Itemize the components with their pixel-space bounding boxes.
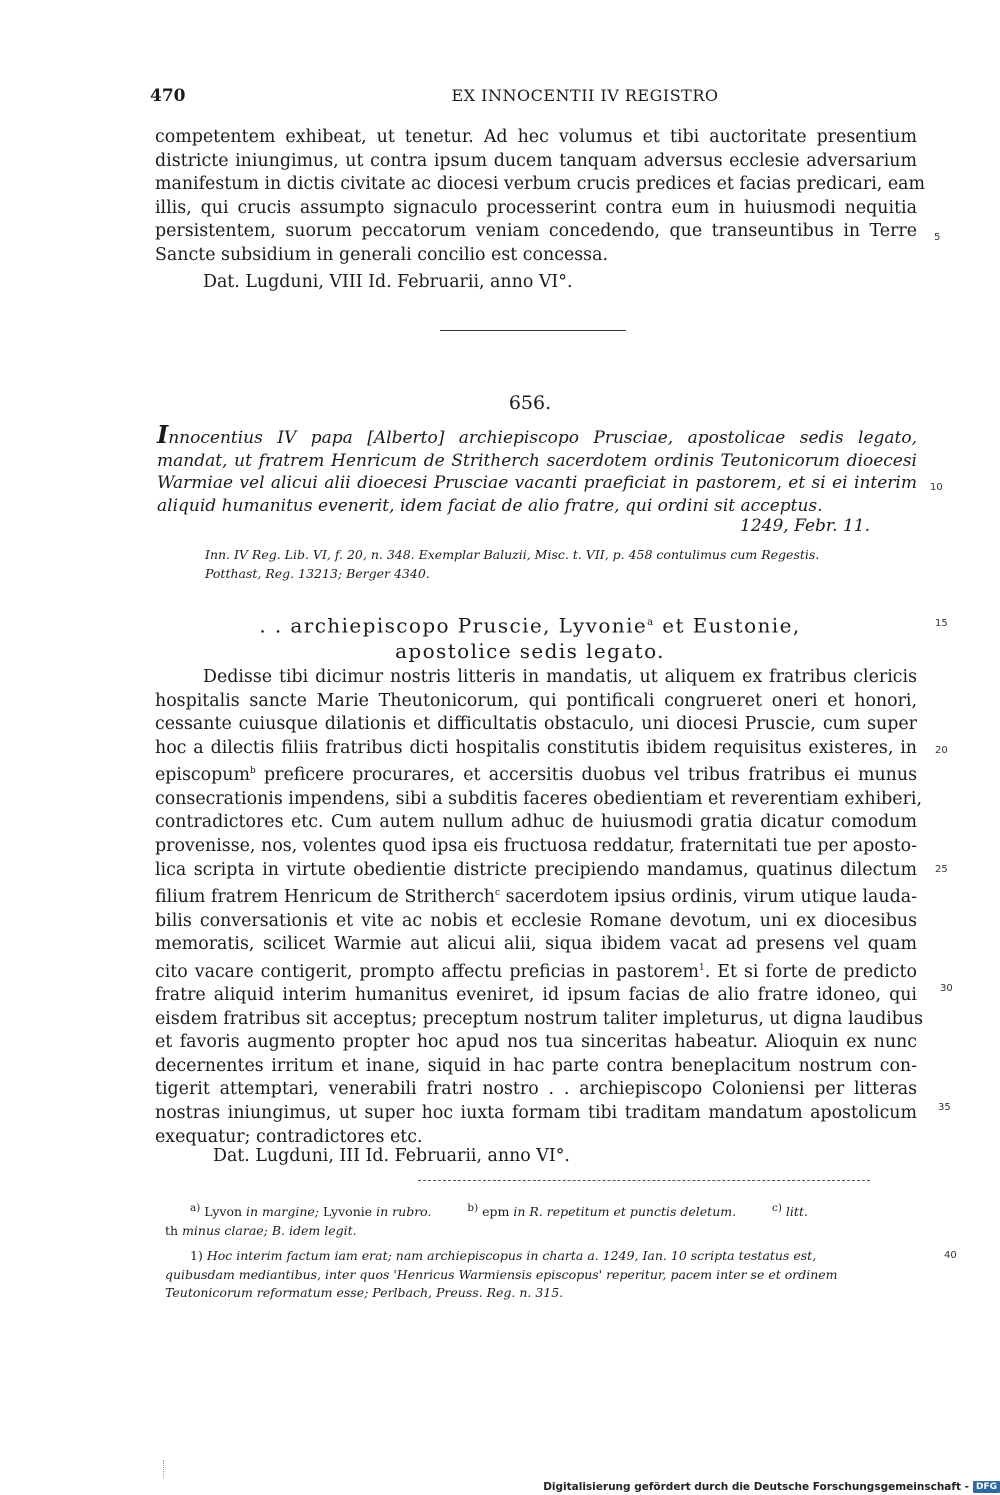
footnote-ref: c [494,888,501,899]
footnote-text: Hoc interim factum iam erat; nam archiepiscopus in charta a. 1249, Ian. 10 scripta testatus est, [206,1248,817,1263]
text-line: hospitalis sancte Marie Theutonicorum, qui pontificali congrueret oneri et honori, [155,690,917,711]
footnote-text: Lyvonie [322,1204,373,1220]
regest-line: aliquid humanitus evenerit, idem faciat de alio fratre, qui ordini sit acceptus. [157,495,823,516]
footnote-text: minus clarae; B. idem legit. [182,1222,357,1238]
document-date: 1249, Febr. 11. [740,516,870,536]
footnote-ref: b [249,766,256,777]
text-line: hoc a dilectis filiis fratribus dicti hospitalis constitutis ibidem requisitus existeres, in [155,737,917,758]
text-line: decernentes irritum et inane, siquid in hac parte contra beneplacitum nostrum con- [155,1055,917,1076]
text-segment: episcopum [155,765,250,786]
dating-clause: Dat. Lugduni, III Id. Februarii, anno VI°. [213,1146,570,1166]
margin-line-number: 10 [930,482,943,493]
footnote-text: th [165,1222,179,1238]
regest-initial: I [157,420,169,449]
margin-line-number: 20 [935,745,948,756]
text-line: exequatur; contradictores etc. [155,1126,423,1147]
margin-line-number: 5 [934,232,941,243]
document-number: 656. [508,392,552,414]
footnote-text: litt. [785,1204,808,1220]
text-line: memoratis, scilicet Warmie aut alicui alii, siqua ibidem vacat ad presens vel quam [155,934,917,955]
text-line: Sancte subsidium in generali concilio est concessa. [155,244,608,265]
margin-line-number: 25 [935,864,948,875]
text-line: fratre aliquid interim humanitus eveniret, id ipsum facias de alio fratre idoneo, qui [155,985,917,1006]
dating-clause: Dat. Lugduni, VIII Id. Februarii, anno VI°. [203,272,573,292]
margin-line-number: 30 [940,983,953,994]
source-line: Potthast, Reg. 13213; Berger 4340. [205,566,430,581]
footnote-mark: c) [772,1202,782,1214]
separator-rule [440,330,626,331]
address-line: . . archiepiscopo Pruscie, Lyvonie [259,613,648,638]
footnote-text: quibusdam mediantibus, inter quos 'Henricus Warmiensis episcopus' reperitur, pacem inter se et ordinem [165,1266,838,1282]
margin-line-number: 35 [938,1102,951,1113]
text-line: provenisse, nos, volentes quod ipsa eis fructuosa reddatur, fraternitati tue per aposto- [155,835,917,856]
commentary-footnote [165,1247,920,1303]
margin-line-number: 15 [935,618,948,629]
text-line: Dedisse tibi dicimur nostris litteris in mandatis, ut aliquem ex fratribus clericis [203,667,917,687]
text-line: competentem exhibeat, ut tenetur. Ad hec volumus et tibi auctoritate presentium [155,127,917,147]
text-block-letter [155,666,924,1149]
margin-line-number: 40 [944,1250,957,1261]
page-number: 470 [150,86,186,106]
text-line: illis, qui crucis assumpto signaculo processerint contra eum in huiusmodi nequitia [155,197,917,218]
text-block-continuation [155,126,925,268]
funding-banner [543,1478,1000,1495]
scan-artifact [163,1460,166,1478]
text-line: contradictores etc. Cum autem nullum adhuc de huiusmodi gratia dicatur comodum [155,812,917,833]
text-segment: cito vacare contigerit, prompto affectu preficias in pastorem [155,961,700,982]
text-line: manifestum in dictis civitate ac diocesi verbum crucis predices et facias predicari, eam [155,174,925,195]
text-segment: sacerdotem ipsius ordinis, virum utique lauda- [500,886,917,907]
text-line: consecrationis impendens, sibi a subditis faceres obedientiam et reverentiam exhiberi, [155,788,922,809]
footnote-text: Teutonicorum reformatum esse; Perlbach, Preuss. Reg. n. 315. [165,1285,564,1300]
address-line: apostolice sedis legato. [395,638,665,663]
source-line: Inn. IV Reg. Lib. VI, f. 20, n. 348. Exemplar Baluzii, Misc. t. VII, p. 458 contulimus cum Regestis. [205,547,820,562]
text-line: cessante cuiusque dilationis et difficultatis obstaculo, uni diocesi Pruscie, cum super [155,714,917,735]
text-segment: . Et si forte de predicto [704,961,917,982]
text-segment: filium fratrem Henricum de Stritherch [155,886,495,907]
footnote-text: Lyvon [204,1204,243,1220]
text-line: persistentem, suorum peccatorum veniam concedendo, que transeuntibus in Terre [155,221,917,242]
text-line: lica scripta in virtute obedientie districte precipiendo mandamus, quatinus dilectum [155,859,917,880]
regest-line: mandat, ut fratrem Henricum de Stritherch sacerdotem ordinis Teutonicorum dioecesi [157,450,917,471]
banner-text: Digitalisierung gefördert durch die Deutsche Forschungsgemeinschaft - [543,1480,969,1493]
address-heading [200,610,860,664]
footnote-text: in R. repetitum et punctis deletum. [513,1204,737,1220]
footnote-text: in rubro. [376,1204,432,1220]
text-line: tigerit attemptari, venerabili fratri nostro . . archiepiscopo Coloniensi per litteras [155,1079,917,1100]
footnote-mark: a) [190,1202,201,1214]
text-line: districte iniungimus, ut contra ipsum ducem tanquam adversus ecclesie adversarium [155,150,917,171]
source-citation [205,545,917,583]
regest-summary [157,420,917,517]
footnote-mark: 1) [190,1248,203,1263]
footnote-ref: a [647,617,655,628]
footnote-mark: b) [467,1202,479,1214]
regest-line: Warmiae vel alicui alii dioecesi Prusciae vacanti praeficiat in pastorem, et si ei interim [157,473,917,493]
text-line: et favoris augmento propter hoc apud nos tua sinceritas habeatur. Alioquin ex nunc [155,1032,917,1053]
footnote-text: in margine; [246,1204,319,1220]
footnote-separator [418,1180,870,1181]
text-line: eisdem fratribus sit acceptus; preceptum nostrum taliter impleturus, ut digna laudibus [155,1008,924,1029]
text-segment: preficere procurares, et accersitis duobus vel tribus fratribus ei munus [255,765,917,786]
running-head: EX INNOCENTII IV REGISTRO [451,86,719,105]
address-line-end: et Eustonie, [654,613,801,638]
footnote-text: epm [482,1204,510,1220]
text-line: nostras iniungimus, ut super hoc iuxta formam tibi traditam mandatum apostolicum [155,1103,917,1124]
textual-footnotes [165,1199,920,1240]
regest-line: nnocentius IV papa [Alberto] archiepiscopo Prusciae, apostolicae sedis legato, [168,428,917,448]
text-line: bilis conversationis et vite ac nobis et ecclesie Romane devotum, uni ex diocesibus [155,910,917,931]
dfg-logo: DFG [973,1481,1000,1493]
footnote-ref: 1 [699,962,705,973]
